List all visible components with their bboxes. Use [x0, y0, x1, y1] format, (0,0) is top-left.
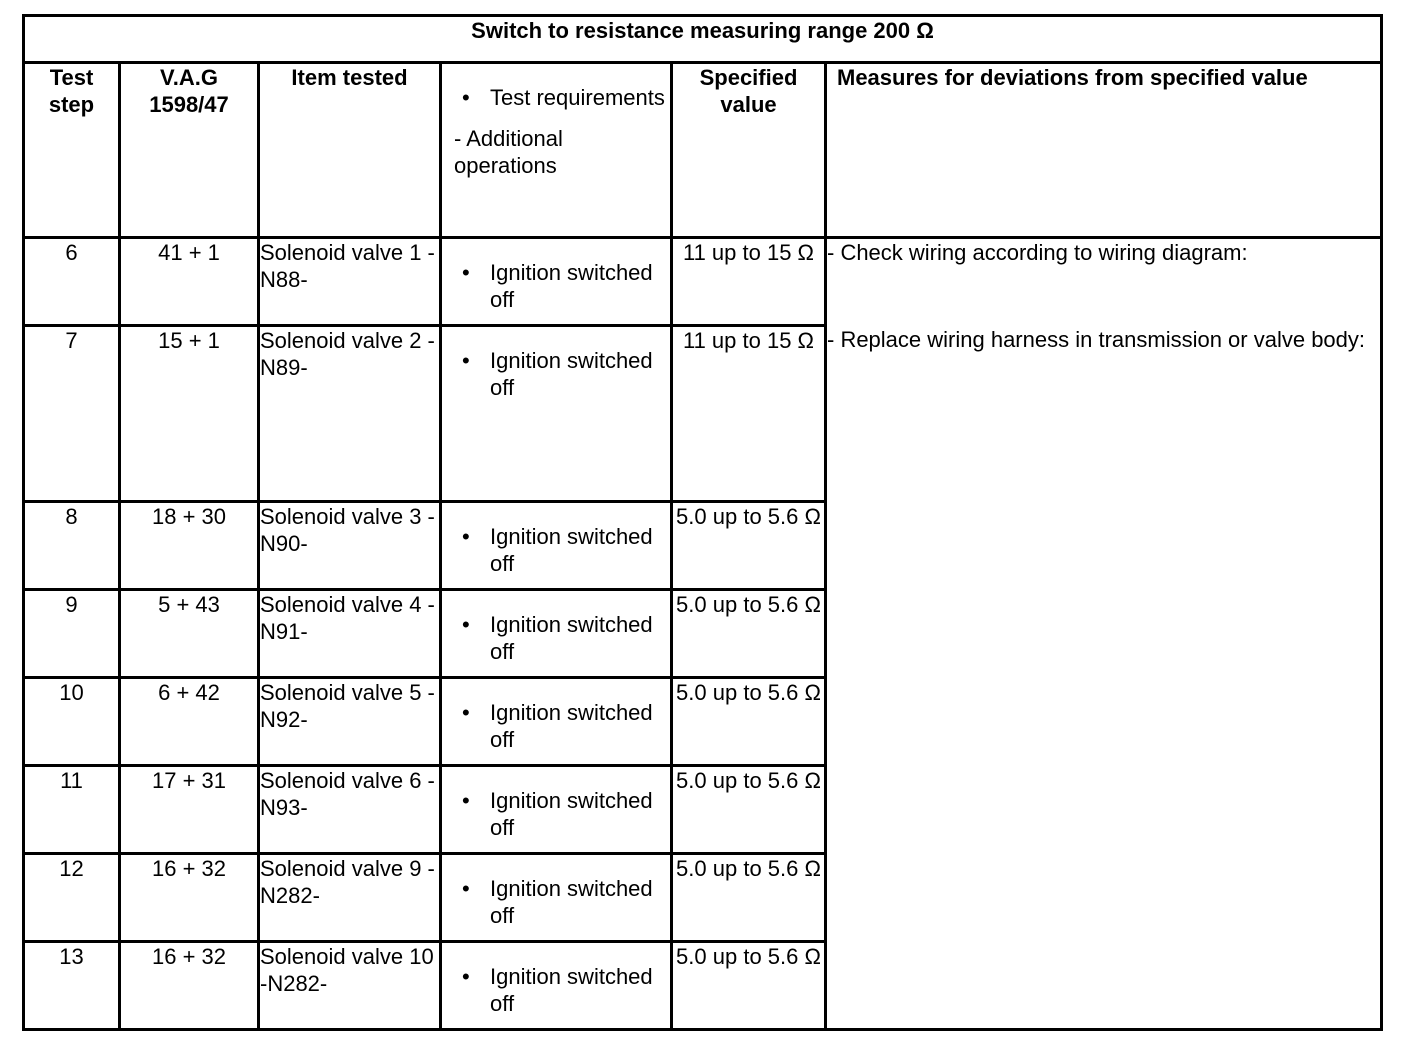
cell-value: 5.0 up to 5.6 Ω [672, 590, 826, 678]
cell-item: Solenoid valve 4 -N91- [259, 590, 441, 678]
measure-replace-harness: - Replace wiring harness in transmission or valve body: [827, 327, 1366, 352]
cell-step: 8 [24, 502, 120, 590]
header-test-step: Test step [24, 63, 120, 238]
header-item-tested: Item tested [259, 63, 441, 238]
cell-item: Solenoid valve 10 -N282- [259, 942, 441, 1030]
cell-step: 10 [24, 678, 120, 766]
measure-check-wiring: - Check wiring according to wiring diagram: [827, 240, 1248, 265]
requirement-text: • Ignition switched off [442, 943, 670, 1017]
cell-requirement [441, 326, 672, 502]
header-specified-value: Specified value [672, 63, 826, 238]
cell-requirement [441, 590, 672, 678]
cell-item: Solenoid valve 2 -N89- [259, 326, 441, 502]
cell-vag: 6 + 42 [120, 678, 259, 766]
header-row [24, 63, 1382, 238]
cell-step: 6 [24, 238, 120, 326]
header-requirements [441, 63, 672, 238]
cell-requirement [441, 238, 672, 326]
requirement-text: • Ignition switched off [442, 327, 670, 401]
cell-vag: 15 + 1 [120, 326, 259, 502]
cell-step: 11 [24, 766, 120, 854]
header-measures: Measures for deviations from specified value [826, 63, 1382, 238]
cell-value: 11 up to 15 Ω [672, 326, 826, 502]
requirement-text: • Ignition switched off [442, 591, 670, 665]
cell-item: Solenoid valve 1 -N88- [259, 238, 441, 326]
cell-vag: 18 + 30 [120, 502, 259, 590]
cell-item: Solenoid valve 6 -N93- [259, 766, 441, 854]
cell-value: 5.0 up to 5.6 Ω [672, 942, 826, 1030]
cell-step: 9 [24, 590, 120, 678]
cell-item: Solenoid valve 3 -N90- [259, 502, 441, 590]
cell-vag: 41 + 1 [120, 238, 259, 326]
cell-vag: 16 + 32 [120, 854, 259, 942]
table-title: Switch to resistance measuring range 200 Ω [24, 16, 1382, 63]
cell-requirement [441, 678, 672, 766]
cell-requirement [441, 502, 672, 590]
cell-step: 13 [24, 942, 120, 1030]
cell-value: 5.0 up to 5.6 Ω [672, 854, 826, 942]
cell-item: Solenoid valve 9 -N282- [259, 854, 441, 942]
cell-step: 7 [24, 326, 120, 502]
header-additional-operations: - Additional operations [454, 126, 563, 178]
cell-value: 5.0 up to 5.6 Ω [672, 766, 826, 854]
cell-vag: 5 + 43 [120, 590, 259, 678]
cell-value: 5.0 up to 5.6 Ω [672, 678, 826, 766]
requirement-text: • Ignition switched off [442, 767, 670, 841]
header-test-requirements: • Test requirements [442, 84, 670, 111]
requirement-text: • Ignition switched off [442, 679, 670, 753]
cell-requirement [441, 942, 672, 1030]
requirement-text: • Ignition switched off [442, 503, 670, 577]
cell-vag: 17 + 31 [120, 766, 259, 854]
cell-value: 5.0 up to 5.6 Ω [672, 502, 826, 590]
cell-item: Solenoid valve 5 -N92- [259, 678, 441, 766]
cell-value: 11 up to 15 Ω [672, 238, 826, 326]
cell-measures [826, 238, 1382, 1030]
cell-step: 12 [24, 854, 120, 942]
requirement-text: • Ignition switched off [442, 855, 670, 929]
title-row [24, 16, 1382, 63]
cell-vag: 16 + 32 [120, 942, 259, 1030]
test-table [22, 14, 1383, 1031]
cell-requirement [441, 766, 672, 854]
header-vag: V.A.G 1598/47 [120, 63, 259, 238]
cell-requirement [441, 854, 672, 942]
requirement-text: • Ignition switched off [442, 239, 670, 313]
table-row [24, 238, 1382, 326]
